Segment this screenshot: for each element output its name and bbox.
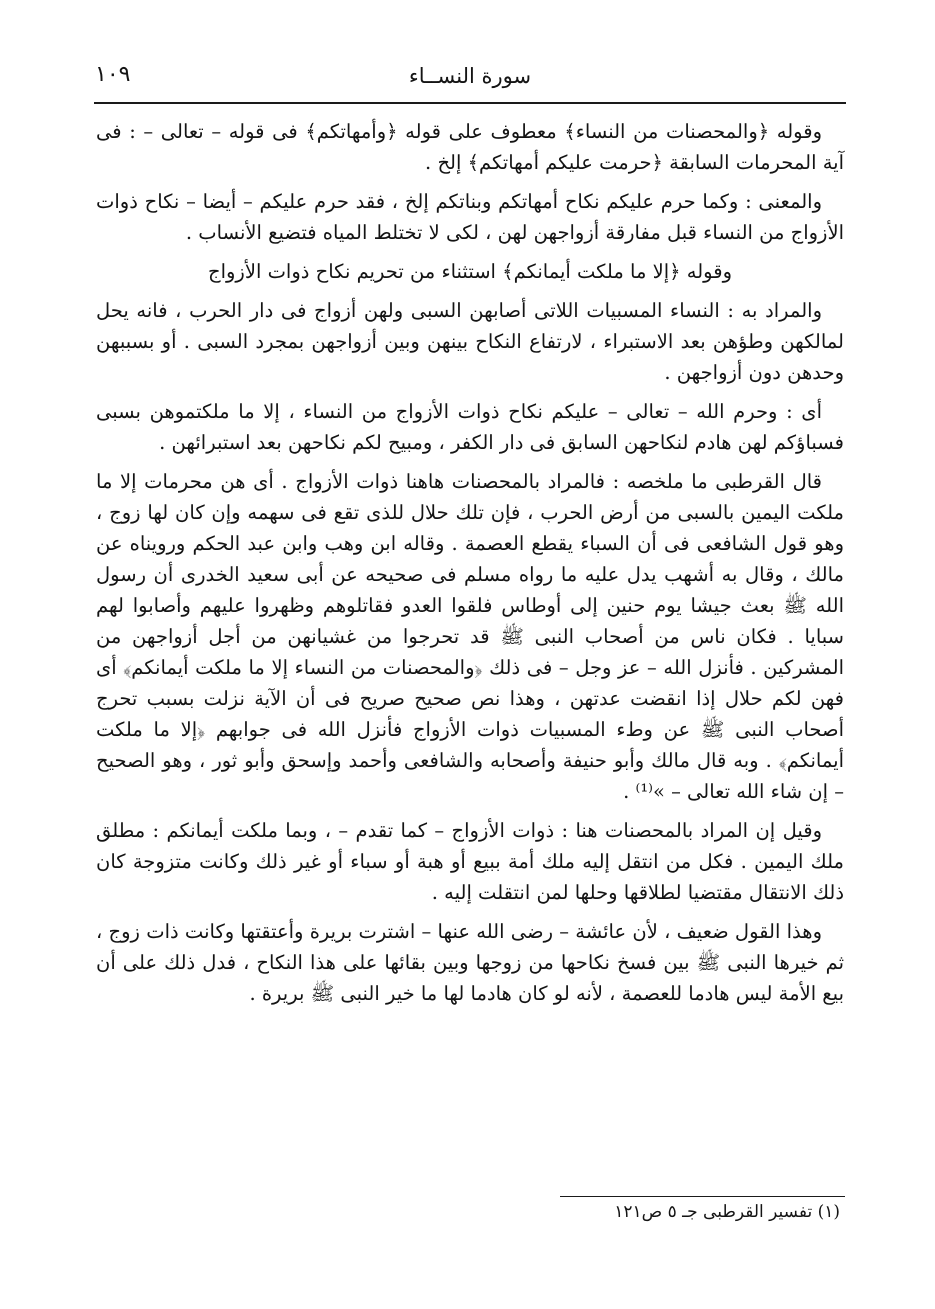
footnote-divider [560,1196,845,1197]
paragraph: أى : وحرم الله – تعالى – عليكم نكاح ذوات الأزواج من النساء ، إلا ما ملكتموهن بسبى فسباؤكم لهن هادم لنكاحهن السابق فى دار الكفر ، ومبيح لكم نكاحهن بعد استبرائهن . [96,400,844,454]
paragraph: وهذا القول ضعيف ، لأن عائشة – رضى الله عنها – اشترت بريرة وأعتقتها وكانت ذات زوج ، ثم خيرها النبى ﷺ بين فسخ نكاحها من زوجها وبين بقائها على هذا النكاح ، فدل ذلك على أن بيع الأمة ليس هادما للعصمة ، لأنه لو كان هادما لها ما خير النبى ﷺ بريرة . [96,920,844,1005]
paragraph: وقوله ﴿إلا ما ملكت أيمانكم﴾ استثناء من تحريم نكاح ذوات الأزواج [208,260,732,283]
paragraph: وقوله ﴿والمحصنات من النساء﴾ معطوف على قوله ﴿وأمهاتكم﴾ فى قوله – تعالى – : فى آية المحرمات السابقة ﴿حرمت عليكم أمهاتكم﴾ إلخ . [96,120,844,174]
paragraph: وقيل إن المراد بالمحصنات هنا : ذوات الأزواج – كما تقدم – ، وبما ملكت أيمانكم : مطلق ملك اليمين . فكل من انتقل إليه ملك أمة ببيع أو هبة أو سباء أو غير ذلك وكانت متزوجة كان ذلك الانتقال مقتضيا لطلاقها وحلها لمن انتقلت إليه . [96,819,844,904]
surah-title: سورة النســاء [408,64,532,88]
paragraph: والمراد به : النساء المسبيات اللاتى أصابهن السبى ولهن أزواج فى دار الحرب ، فانه يحل لمالكهن وطؤهن بعد الاستبراء ، لارتفاع النكاح بينهن وبين أزواجهن بمجرد السبى . أو بسببهن وحدهن دون أزواجهن . [96,299,844,384]
page-number: ١٠٩ [95,62,131,87]
paragraph: والمعنى : وكما حرم عليكم نكاح أمهاتكم وبناتكم إلخ ، فقد حرم عليكم – أيضا – نكاح ذوات الأزواج من النساء قبل مفارقة أزواجهن لهن ، لكى لا تختلط المياه فتضيع الأنساب . [96,190,844,244]
paragraph: قال القرطبى ما ملخصه : فالمراد بالمحصنات هاهنا ذوات الأزواج . أى هن محرمات إلا ما ملكت اليمين بالسبى من أرض الحرب ، فإن تلك حلال للذى تقع فى سهمه وإن كان لها زوج ، وهو قول الشافعى فى أن السباء يقطع العصمة . وقاله ابن وهب وابن عبد الحكم ورويناه عن مالك ، وقال به أشهب يدل عليه ما رواه مسلم فى صحيحه عن أبى سعيد الخدرى أن رسول الله ﷺ بعث جيشا يوم حنين إلى أوطاس فلقوا العدو فقاتلوهم وظهروا عليهم وأصابوا لهم سبايا . فكان ناس من أصحاب النبى ﷺ قد تحرجوا من غشيانهن من أجل أزواجهن من المشركين . فأنزل الله – عز وجل – فى ذلك ﴿والمحصنات من النساء إلا ما ملكت أيمانكم﴾ أى فهن لكم حلال إذا انقضت عدتهن ، وهذا نص صحيح صريح فى أن الآية نزلت بسبب تحرج أصحاب النبى ﷺ عن وطء المسبيات ذوات الأزواج فأنزل الله فى جوابهم ﴿إلا ما ملكت أيمانكم﴾ . وبه قال مالك وأبو حنيفة وأصحابه والشافعى وأحمد وإسحق وأبو ثور ، وهو الصحيح – إن شاء الله تعالى – »⁽¹⁾ . [96,470,844,803]
page-body [96,116,844,1017]
page-header [95,58,845,98]
footnote: (١) تفسير القرطبى جـ ٥ ص١٢١ [614,1202,840,1222]
header-divider [94,102,846,104]
